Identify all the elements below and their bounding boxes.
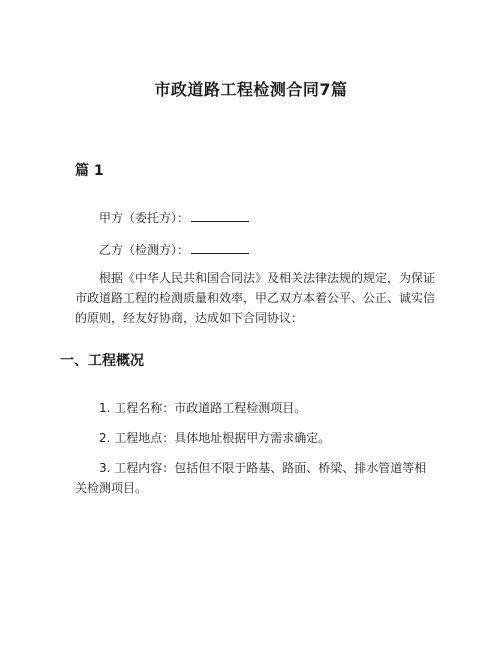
- party-b-line: [75, 240, 437, 260]
- list-item: [75, 458, 437, 498]
- party-a-label: 甲方（委托方）：: [99, 211, 190, 225]
- party-a-line: [75, 208, 437, 228]
- party-a-blank: [191, 209, 249, 222]
- preamble-paragraph: 根据《中华人民共和国合同法》及相关法律法规的规定，为保证市政道路工程的检测质量和效率，甲乙双方本着公平、公正、诚实信的原则，经友好协商，达成如下合同协议：: [75, 271, 436, 325]
- list-item-text: 工程内容：包括但不限于路基、路面、桥梁、排水管道等相关检测项目。: [75, 461, 427, 495]
- party-b-blank: [191, 241, 249, 254]
- section-heading: 篇 1: [75, 163, 104, 179]
- list-item-text: 工程名称：市政道路工程检测项目。: [114, 401, 307, 415]
- article-heading: 一、工程概况: [60, 353, 144, 369]
- list-item-number: 3.: [99, 461, 111, 475]
- list-item: [75, 428, 437, 448]
- list-item-number: 1.: [99, 401, 111, 415]
- list-item-text: 工程地点：具体地址根据甲方需求确定。: [114, 431, 331, 445]
- list-item-number: 2.: [99, 431, 111, 445]
- list-item: [75, 398, 437, 418]
- party-b-label: 乙方（检测方）：: [99, 243, 190, 257]
- document-title: 市政道路工程检测合同7篇: [154, 80, 348, 99]
